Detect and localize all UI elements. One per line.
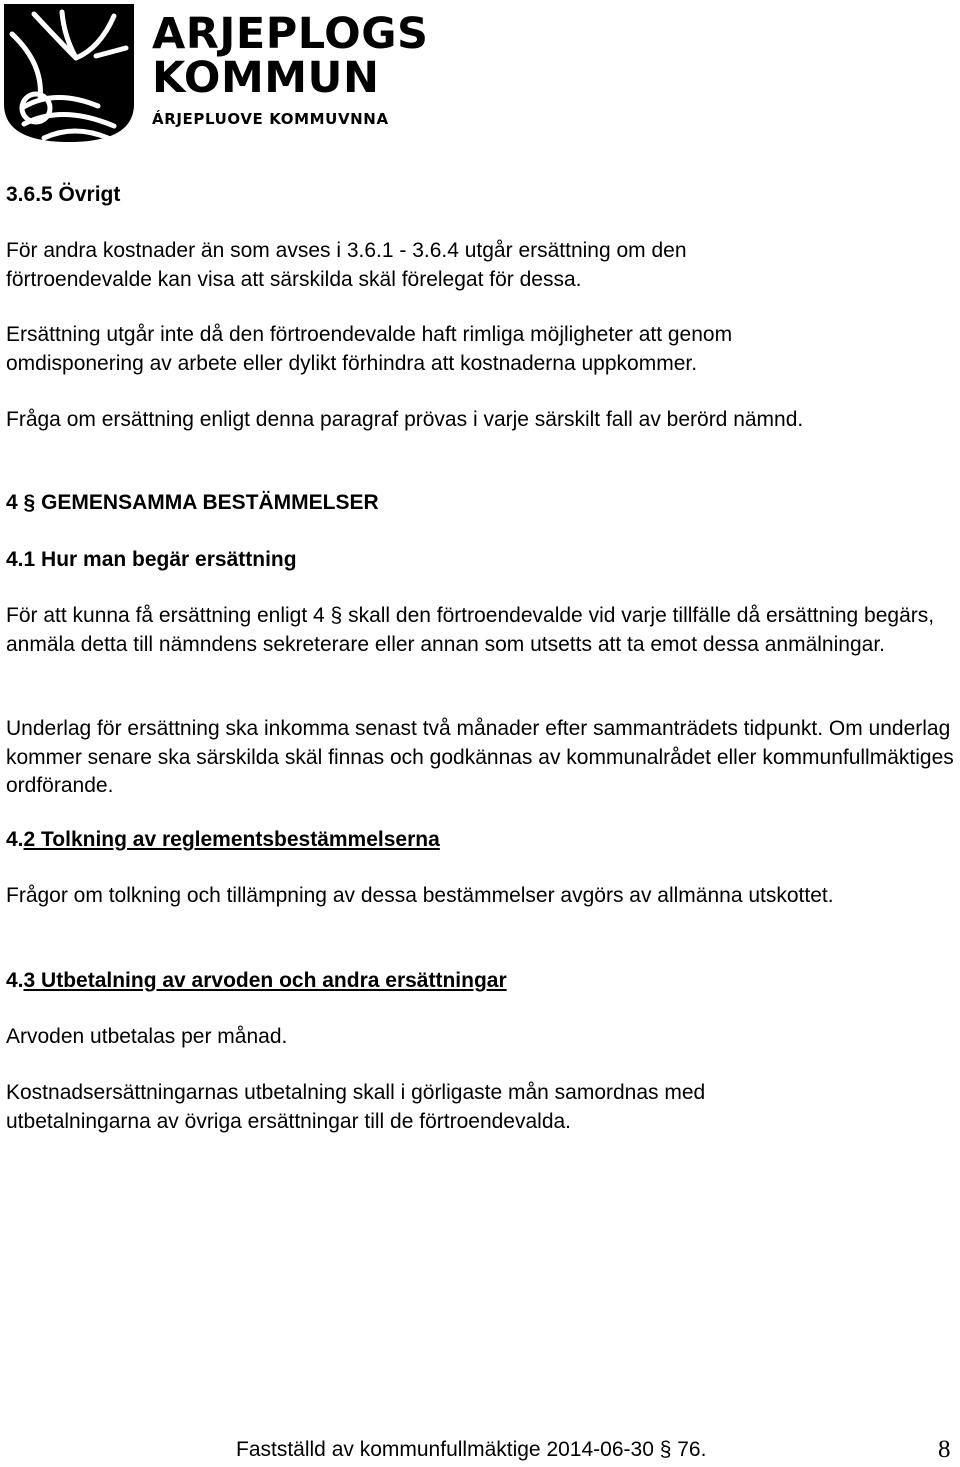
heading-43-title: 3 Utbetalning av arvoden och andra ersättningar	[23, 969, 507, 992]
heading-43	[6, 967, 507, 996]
paragraph-43-1: Arvoden utbetalas per månad.	[6, 1025, 288, 1048]
footer-note	[236, 1438, 706, 1462]
footer-text-a: Fastställd av kommunfullmäktige 2014-06-30	[236, 1438, 654, 1461]
heading-4-number: 4	[6, 491, 18, 514]
arjeplog-logo-icon	[4, 4, 134, 142]
paragraph-41-1	[6, 602, 946, 659]
logo-line-1: ARJEPLOGS	[152, 9, 429, 59]
footer-text-b: 76.	[677, 1438, 707, 1461]
paragraph-41-1-text-a: För att kunna få ersättning enligt 4	[6, 604, 325, 627]
section-sign: §	[23, 491, 36, 514]
logo-line-2: KOMMUN	[152, 53, 380, 103]
paragraph-42-1: Frågor om tolkning och tillämpning av dessa bestämmelser avgörs av allmänna utskottet.	[6, 884, 834, 907]
logo-line-3: ÁRJEPLUOVE KOMMUVNNA	[152, 110, 389, 128]
page-number: 8	[938, 1436, 951, 1463]
heading-4-title: GEMENSAMMA BESTÄMMELSER	[41, 491, 379, 514]
heading-42-title: 2 Tolkning av reglementsbestämmelserna	[23, 828, 440, 851]
heading-41: 4.1 Hur man begär ersättning	[6, 548, 297, 571]
section-sign: §	[330, 604, 343, 627]
paragraph-365-1: För andra kostnader än som avses i 3.6.1 - 3.6.4 utgår ersättning om den förtroendevalde kan visa att särskilda skäl förelegat för dessa.	[6, 239, 687, 291]
heading-43-prefix: 4.	[6, 969, 24, 992]
paragraph-41-2: Underlag för ersättning ska inkomma senast två månader efter sammanträdets tidpunkt. Om underlag kommer senare ska särskilda skäl finnas och godkännas av kommunalrådet eller kommunfullmäktiges ordförande.	[6, 717, 954, 797]
paragraph-365-2: Ersättning utgår inte då den förtroendevalde haft rimliga möjligheter att genom omdisponering av arbete eller dylikt förhindra att kostnaderna uppkommer.	[6, 323, 733, 375]
heading-42-prefix: 4.	[6, 828, 24, 851]
paragraph-365-3: Fråga om ersättning enligt denna paragraf prövas i varje särskilt fall av berörd nämnd.	[6, 408, 804, 431]
paragraph-43-2: Kostnadsersättningarnas utbetalning skall i görligaste mån samordnas med utbetalningarna av övriga ersättningar till de förtroendevalda.	[6, 1081, 706, 1133]
heading-4	[6, 489, 379, 518]
logo-wordmark	[152, 9, 429, 128]
section-sign: §	[659, 1438, 672, 1461]
heading-42	[6, 826, 440, 855]
paragraph-41-1-text-b: skall den förtroendevalde vid varje tillfälle då ersättning begärs, anmäla detta till nämndens sekreterare eller annan som utsetts att ta emot dessa anmälningar.	[6, 604, 935, 656]
heading-365: 3.6.5 Övrigt	[6, 183, 121, 206]
